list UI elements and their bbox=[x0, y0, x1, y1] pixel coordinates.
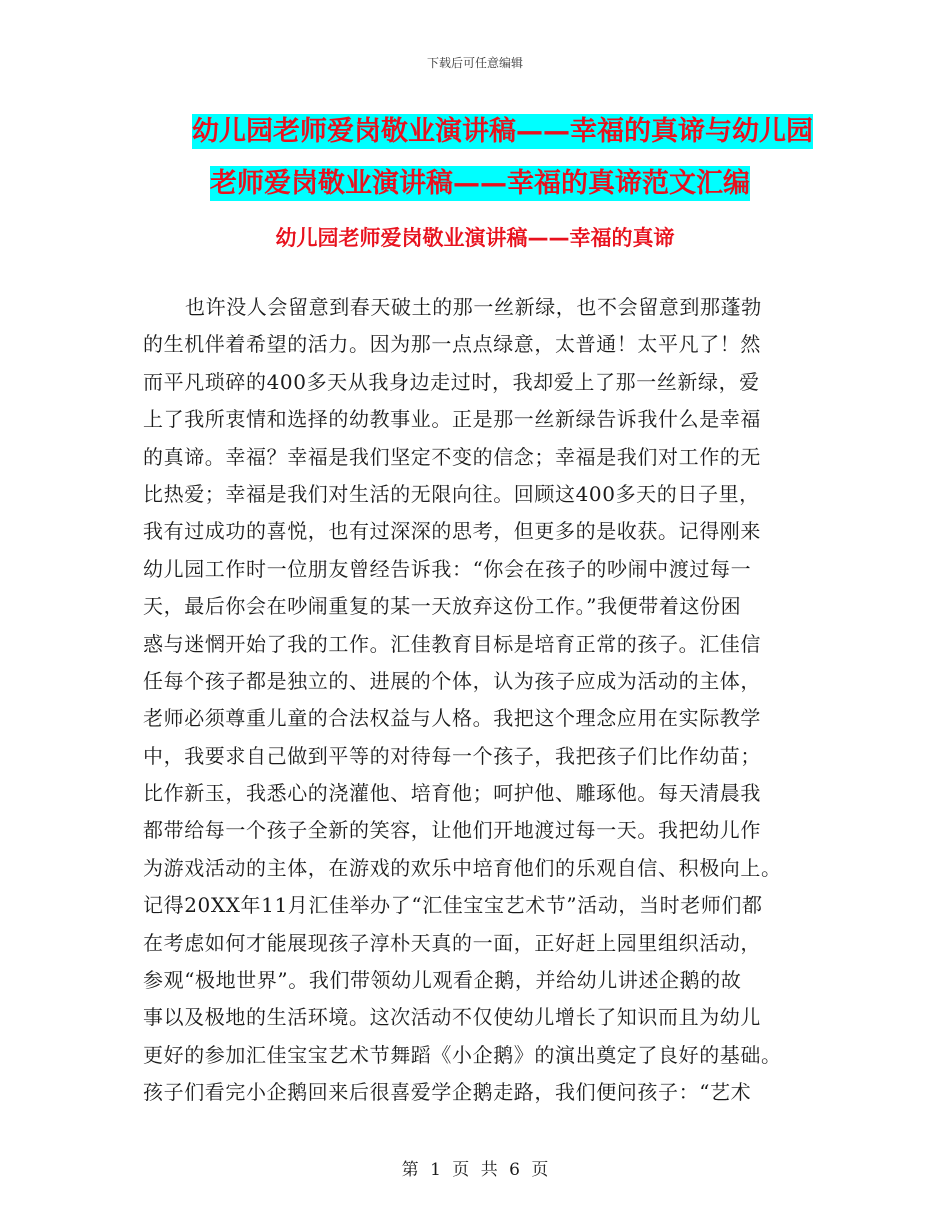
title-highlight: 老师爱岗敬业演讲稿——幸福的真谛范文汇编 bbox=[210, 168, 750, 199]
body-line: 我有过成功的喜悦，也有过深深的思考，但更多的是收获。记得刚来 bbox=[143, 519, 761, 544]
body-line: 天，最后你会在吵闹重复的某一天放弃这份工作。”我便带着这份困 bbox=[143, 594, 742, 619]
body-line: 记得20XX年11月汇佳举办了“汇佳宝宝艺术节”活动，当时老师们都 bbox=[143, 893, 763, 918]
body-line: 幼儿园工作时一位朋友曾经告诉我：“你会在孩子的吵闹中渡过每一 bbox=[143, 556, 752, 581]
body-line: 老师必须尊重儿童的合法权益与人格。我把这个理念应用在实际教学 bbox=[143, 706, 761, 731]
page-header-note: 下载后可任意编辑 bbox=[426, 56, 523, 70]
body-line: 而平凡琐碎的400多天从我身边走过时，我却爱上了那一丝新绿，爱 bbox=[143, 369, 760, 394]
body-line: 任每个孩子都是独立的、进展的个体，认为孩子应成为活动的主体， bbox=[143, 668, 761, 693]
body-line: 的真谛。幸福？幸福是我们坚定不变的信念；幸福是我们对工作的无 bbox=[143, 444, 761, 469]
body-line: 都带给每一个孩子全新的笑容，让他们开地渡过每一天。我把幼儿作 bbox=[143, 818, 761, 843]
body-line: 的生机伴着希望的活力。因为那一点点绿意，太普通！太平凡了！然 bbox=[143, 332, 761, 357]
body-line: 为游戏活动的主体，在游戏的欢乐中培育他们的乐观自信、积极向上。 bbox=[143, 855, 782, 880]
body-line: 中，我要求自己做到平等的对待每一个孩子，我把孩子们比作幼苗； bbox=[143, 743, 761, 768]
body-line: 惑与迷惘开始了我的工作。汇佳教育目标是培育正常的孩子。汇佳信 bbox=[143, 631, 761, 656]
document-title bbox=[150, 106, 830, 210]
body-line: 比作新玉，我悉心的浇灌他、培育他；呵护他、雕琢他。每天清晨我 bbox=[143, 781, 761, 806]
body-line: 更好的参加汇佳宝宝艺术节舞蹈《小企鹅》的演出奠定了良好的基础。 bbox=[143, 1042, 782, 1067]
title-highlight: 幼儿园老师爱岗敬业演讲稿——幸福的真谛与幼儿园 bbox=[192, 116, 813, 147]
page-number-footer: 第 1 页 共 6 页 bbox=[401, 1160, 549, 1180]
body-line: 孩子们看完小企鹅回来后很喜爱学企鹅走路，我们便问孩子：“艺术 bbox=[143, 1080, 752, 1105]
body-line: 上了我所衷情和选择的幼教事业。正是那一丝新绿告诉我什么是幸福 bbox=[143, 407, 761, 432]
body-paragraph bbox=[143, 289, 811, 1112]
section-heading: 幼儿园老师爱岗敬业演讲稿——幸福的真谛 bbox=[275, 226, 675, 250]
body-line: 也许没人会留意到春天破土的那一丝新绿，也不会留意到那蓬勃 bbox=[185, 295, 762, 319]
document-title-line-1 bbox=[150, 106, 830, 158]
document-title-line-2 bbox=[150, 158, 830, 210]
body-line: 参观“极地世界”。我们带领幼儿观看企鹅，并给幼儿讲述企鹅的故 bbox=[143, 968, 742, 993]
body-line: 比热爱；幸福是我们对生活的无限向往。回顾这400多天的日子里， bbox=[143, 481, 760, 506]
body-line: 事以及极地的生活环境。这次活动不仅使幼儿增长了知识而且为幼儿 bbox=[143, 1005, 761, 1030]
body-line: 在考虑如何才能展现孩子淳朴天真的一面，正好赶上园里组织活动， bbox=[143, 930, 761, 955]
